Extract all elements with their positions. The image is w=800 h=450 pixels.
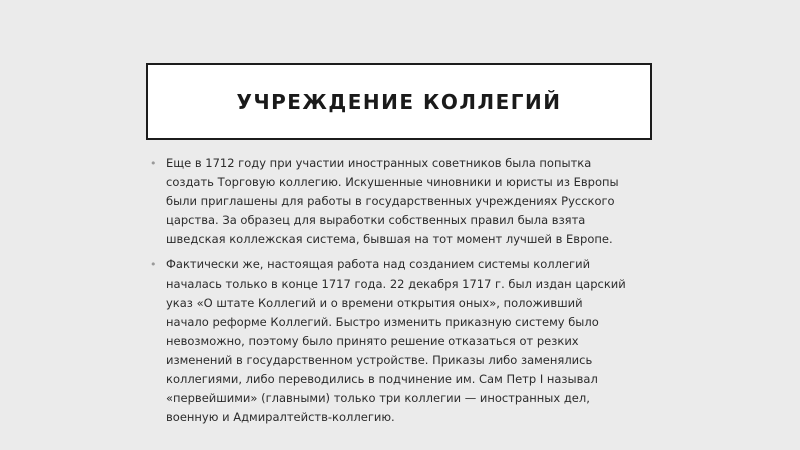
paragraph-1-line-3: были приглашены для работы в государственных учреждениях Русского	[166, 194, 615, 209]
bullet-paragraph-1	[150, 154, 650, 249]
paragraph-1-line-1: Еще в 1712 году при участии иностранных советников была попытка	[166, 156, 592, 170]
paragraph-2-line-7: коллегиями, либо переводились в подчинение им. Сам Петр I называл	[166, 372, 598, 387]
bullet-icon: •	[150, 157, 157, 170]
paragraph-2-line-5: невозможно, поэтому было принято решение отказаться от резких	[166, 333, 579, 348]
paragraph-2-line-8: «первейшими» (главными) только три коллегии — иностранных дел,	[166, 391, 590, 406]
paragraph-2-line-1: Фактически же, настоящая работа над созданием системы коллегий	[166, 257, 591, 272]
paragraph-2-line-9: военную и Адмиралтейств-коллегию.	[166, 410, 395, 425]
bullet-icon: •	[150, 258, 157, 272]
paragraph-1-line-5: шведская коллежская система, бывшая на тот момент лучшей в Европе.	[166, 232, 613, 247]
paragraph-2-line-4: начало реформе Коллегий. Быстро изменить приказную систему было	[166, 314, 599, 329]
paragraph-1-line-2: создать Торговую коллегию. Искушенные чиновники и юристы из Европы	[166, 175, 619, 190]
bullet-paragraph-2	[150, 255, 650, 427]
slide-title: УЧРЕЖДЕНИЕ КОЛЛЕГИЙ	[236, 89, 562, 114]
title-box	[146, 63, 652, 140]
slide-body	[150, 154, 650, 433]
paragraph-2-line-6: изменений в государственном устройстве. Приказы либо заменялись	[166, 352, 593, 367]
paragraph-2-line-2: началась только в конце 1717 года. 22 декабря 1717 г. был издан царский	[166, 276, 626, 291]
paragraph-1-line-4: царства. За образец для выработки собственных правил была взята	[166, 213, 586, 228]
paragraph-2-line-3: указ «О штате Коллегий и о времени открытия оных», положивший	[166, 295, 583, 310]
